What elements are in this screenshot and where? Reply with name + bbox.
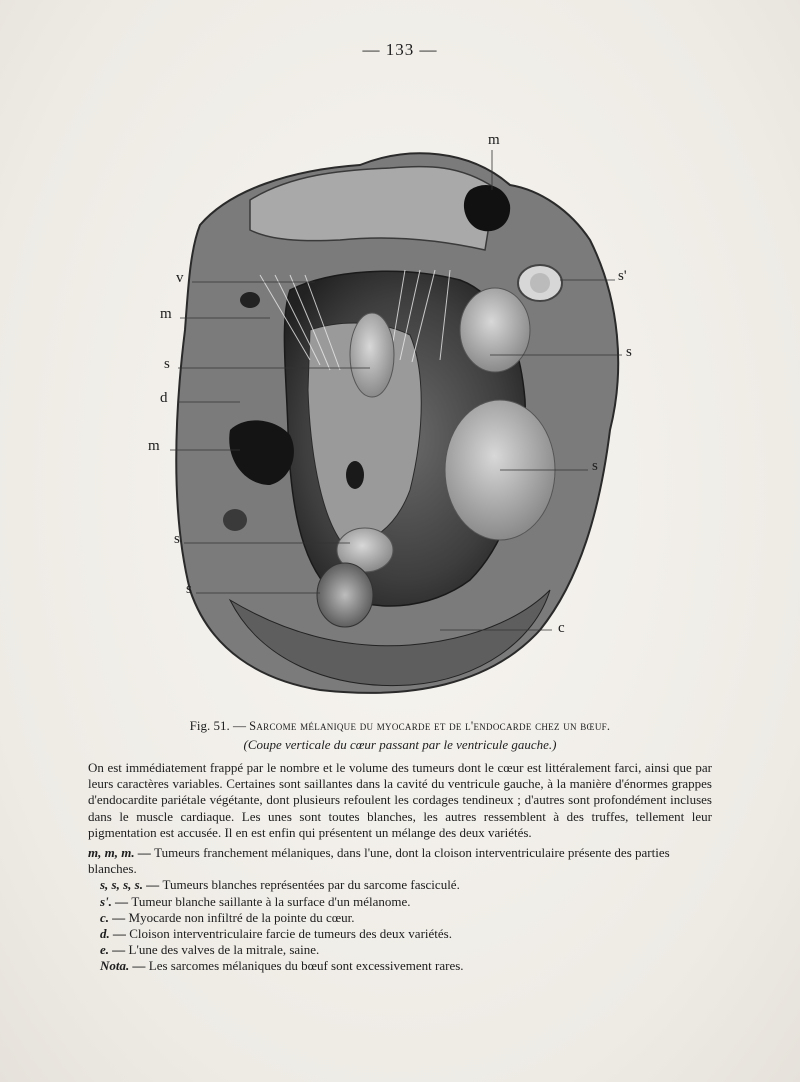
legend-key: d. — — [100, 926, 130, 942]
heart-section-drawing — [140, 130, 660, 710]
figure-number: Fig. 51. — — [189, 718, 246, 733]
legend-text: L'une des valves de la mitrale, saine. — [128, 942, 320, 958]
label-m-top: m — [488, 132, 500, 148]
legend-key: s'. — — [100, 893, 132, 909]
label-m-left2: m — [148, 438, 160, 454]
label-m-left: m — [160, 306, 172, 322]
label-s-right2: s — [592, 458, 598, 474]
body-paragraph — [88, 760, 712, 841]
label-v: v — [176, 270, 184, 286]
label-s-right1: s — [626, 344, 632, 360]
label-d: d — [160, 390, 168, 406]
tumor-m-small — [240, 292, 260, 308]
label-c: c — [558, 620, 565, 636]
legend-key: s, s, s, s. — — [100, 877, 163, 893]
legend-key: c. — — [100, 909, 129, 925]
figure-subtitle: (Coupe verticale du cœur passant par le ventricule gauche.) — [243, 737, 557, 752]
paragraph-text: On est immédiatement frappé par le nombre et le volume des tumeurs dont le cœur est littéralement farci, ainsi que par leurs caractères variables. Certaines sont saillantes dans la cavité du ventricule gauche, à la manière d'énormes grappes d'endocardite pariétale végétante, dont plusieurs refoulent les cordages tendineux ; d'autres sont profondément incluses dans le muscle cardiaque. Les unes sont toutes blanches, les autres ressemblent à des truffes, tellement leur pigmentation est accusée. Il en est enfin qui présentent un mélange des deux variétés. — [88, 760, 712, 840]
tumor-s-upper — [350, 313, 394, 397]
legend-text: Tumeur blanche saillante à la surface d'un mélanome. — [131, 893, 411, 909]
tumor-dark-mid — [346, 461, 364, 489]
legend-text: Tumeurs blanches représentées par du sarcome fasciculé. — [162, 877, 460, 893]
heart-illustration — [140, 130, 660, 710]
legend-item — [88, 910, 712, 926]
label-s-left1: s — [164, 356, 170, 372]
figure-legend — [88, 845, 712, 975]
figure-caption — [0, 718, 800, 734]
legend-item — [88, 926, 712, 942]
legend-item — [88, 942, 712, 958]
legend-item — [88, 845, 712, 877]
tumor-s-apex — [317, 563, 373, 627]
tumor-dark-left — [223, 509, 247, 531]
legend-key: Nota. — — [100, 958, 149, 974]
legend-item — [88, 894, 712, 910]
page-number: — 133 — — [362, 40, 438, 59]
legend-item — [88, 958, 712, 974]
legend-text: Les sarcomes mélaniques du bœuf sont excessivement rares. — [148, 958, 464, 974]
legend-text: Cloison interventriculaire farcie de tumeurs des deux variétés. — [129, 926, 452, 942]
label-s-left2: s — [174, 531, 180, 547]
legend-key: m, m, m. — — [88, 845, 155, 860]
label-s-left3: s — [186, 581, 192, 597]
legend-item — [88, 877, 712, 893]
legend-text: Myocarde non infiltré de la pointe du cœur. — [128, 909, 355, 925]
tumor-s-right-upper — [460, 288, 530, 372]
figure-title: Sarcome mélanique du myocarde et de l'endocarde chez un bœuf. — [249, 719, 611, 733]
legend-text: Tumeurs franchement mélaniques, dans l'une, dont la cloison interventriculaire présente des parties blanches. — [88, 845, 670, 877]
legend-key: e. — — [100, 942, 129, 958]
label-s-prime: s' — [618, 268, 627, 284]
